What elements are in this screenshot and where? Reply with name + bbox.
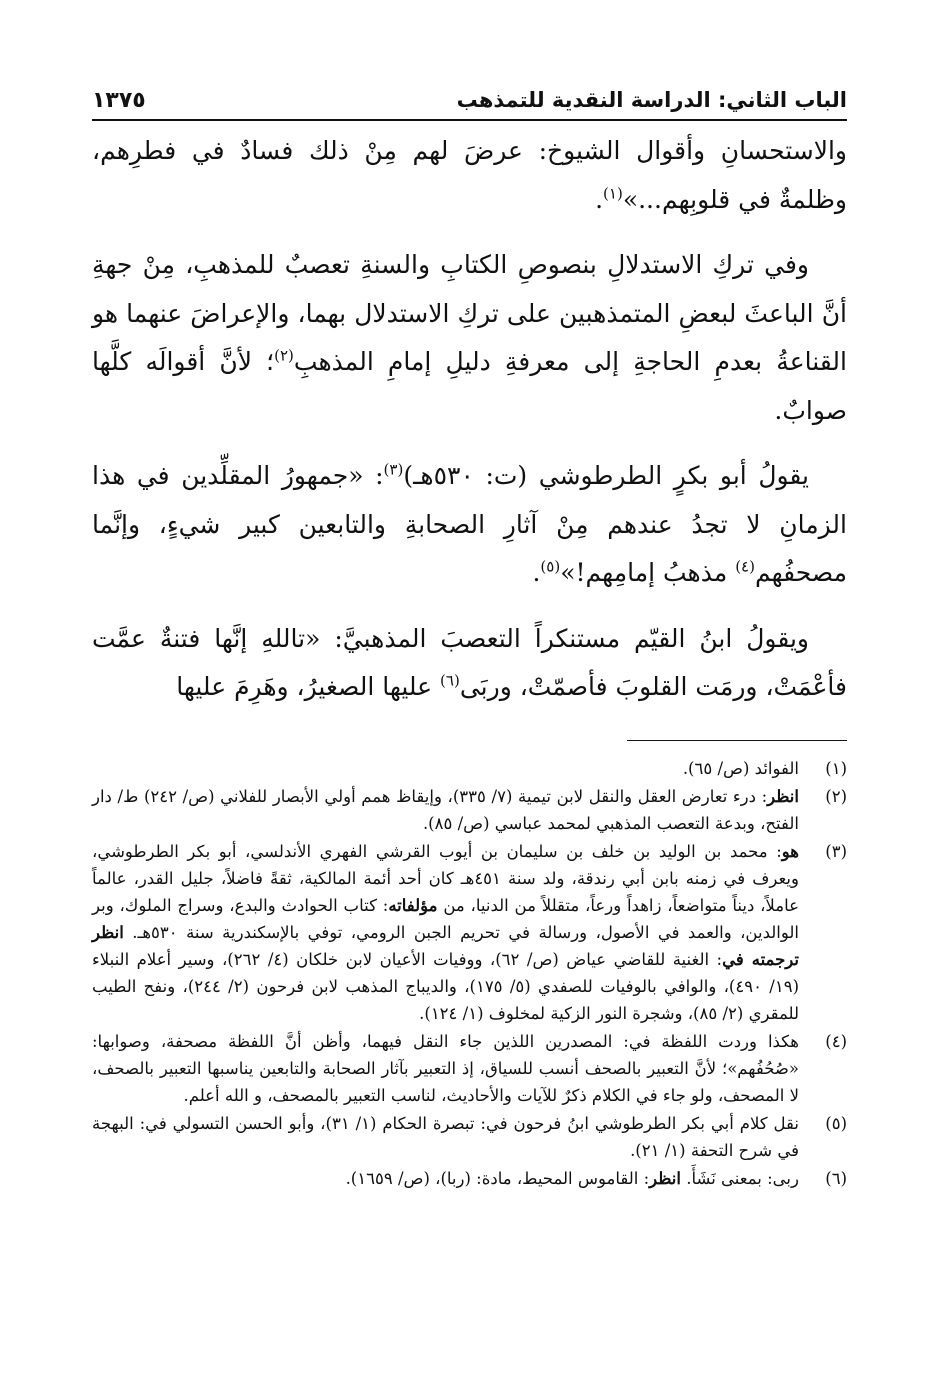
- footnote-label: هو: [781, 841, 799, 861]
- paragraph-4-text-a: ويقولُ ابنُ القيّم مستنكراً التعصبَ المذهبيَّ: «تاللهِ إنَّها فتنةٌ عمَّت فأعْمَتْ، ورمَت القلوبَ فأصمّتْ، وربَى: [92, 623, 847, 701]
- paragraph-1-text: والاستحسانِ وأقوال الشيوخ: عرضَ لهم مِنْ ذلك فسادٌ في فطرِهم، وظلمةٌ في قلوبِهم...»: [92, 136, 847, 214]
- footnote-text: [92, 1110, 799, 1164]
- paragraph-3-text-b: : «جمهورُ المقلِّدين في هذا الزمانِ لا تجدُ عندهم مِنْ آثارِ الصحابةِ والتابعين كبير شيءٍ، وإنَّما مصحفُهم: [92, 461, 847, 587]
- footnote-number: (٢): [825, 786, 847, 806]
- paragraph-2: [92, 241, 847, 435]
- footnote-ref-2: (٢): [274, 346, 294, 365]
- paragraph-1: [92, 127, 847, 224]
- paragraph-3-text-a: يقولُ أبو بكرٍ الطرطوشي (ت: ٥٣٠هـ): [403, 461, 810, 490]
- footnote-text: [92, 783, 799, 837]
- footnote-ref-4: (٤): [735, 557, 755, 576]
- footnote-ref-3: (٣): [383, 460, 404, 479]
- footnote-label-works: مؤلفاته: [388, 895, 438, 915]
- footnote-body-bio: : الغنية للقاضي عياض (ص/ ٦٢)، ووفيات الأعيان لابن خلكان (٤/ ٢٦٢)، وسير أعلام النبلاء (١٩/ ٤٩٠)، والوافي بالوفيات للصفدي (٥/ ١٧٥)، والديباج المذهب لابن فرحون (٢/ ٢٤٤)، ونفح الطيب للمقري (٢/ ٨٥)، وشجرة النور الزكية لمخلوف (١/ ١٢٤).: [92, 949, 800, 1023]
- paragraph-4: [92, 615, 847, 712]
- footnote-label: انظر: [649, 1168, 681, 1188]
- footnote-label-bio: انظر ترجمته في: [92, 922, 799, 969]
- paragraph-4-text-b: عليها الصغيرُ، وهَرِمَ عليها: [176, 672, 441, 701]
- footnote-5: [92, 1110, 847, 1164]
- footnote-body-works: : كتاب الحوادث والبدع، وسراج الملوك، وبر الوالدين، والعمد في الأصول، ورسالة في تحريم الجبن الرومي، توفي بالإسكندرية سنة ٥٣٠هـ.: [92, 895, 799, 942]
- footnote-1: [92, 755, 847, 782]
- footnote-ref-6: (٦): [440, 671, 460, 690]
- footnote-body: هكذا وردت اللفظة في: المصدرين اللذين جاء النقل فيهما، وأظن أنَّ اللفظة مصحفة، وصوابها: «صُحُفُهم»؛ لأنَّ التعبير بالصحف أنسب للسياق، إذ التعبير بآثار الصحابة والتابعين يناسبها التعبير بالصحف، لا المصحف، ولو جاء في الكلام ذكرٌ للآيات والأحاديث، لناسب التعبير بالمصحف، و الله أعلم.: [92, 1031, 799, 1105]
- footnote-number: (٣): [825, 841, 847, 861]
- footnote-ref-5: (٥): [540, 557, 561, 576]
- paragraph-3: [92, 452, 847, 598]
- footnote-text: [92, 1165, 799, 1192]
- footnote-number: (٤): [825, 1031, 847, 1051]
- footnote-text: [92, 1028, 799, 1109]
- footnote-2: [92, 783, 847, 837]
- footnote-text: [92, 838, 799, 1027]
- footnote-number: (٥): [825, 1113, 847, 1133]
- footnote-number: (٦): [825, 1168, 847, 1188]
- paragraph-3-text-c: مذهبُ إمامِهم!»: [560, 558, 736, 587]
- footnote-body: : درء تعارض العقل والنقل لابن تيمية (٧/ ٣٣٥)، وإيقاظ همم أولي الأبصار للفلاني (ص/ ٢٤٢) ط/ دار الفتح، وبدعة التعصب المذهبي لمحمد عباسي (ص/ ٨٥).: [92, 786, 799, 833]
- footnote-6: [92, 1165, 847, 1192]
- footnote-separator: [627, 740, 847, 741]
- footnotes: [92, 755, 847, 1192]
- footnote-body: نقل كلام أبي بكر الطرطوشي ابنُ فرحون في: تبصرة الحكام (١/ ٣١)، وأبو الحسن التسولي في: البهجة في شرح التحفة (١/ ٢١).: [92, 1113, 799, 1160]
- footnote-body-ref: : القاموس المحيط، مادة: (ربا)، (ص/ ١٦٥٩).: [345, 1168, 650, 1188]
- running-header: [92, 88, 847, 121]
- paragraph-1-end: .: [595, 184, 604, 214]
- book-page: [92, 88, 847, 1193]
- paragraph-3-end: .: [532, 558, 541, 587]
- footnote-body: : محمد بن الوليد بن خلف بن سليمان بن أيوب القرشي الفهري الأندلسي، أبو بكر الطرطوشي، ويعرف في زمنه بابن أبي رندقة، ولد سنة ٤٥١هـ كان أحد أئمة المالكية، ثقةً فاضلاً، جليل القدر، عالماً عاملاً، ديناً متواضعاً، زاهداً ورعاً، متقللاً من الدنيا، من: [92, 841, 799, 915]
- paragraph-2-text-b: ؛ لأنَّ أقوالَه كلَّها صوابٌ.: [92, 347, 847, 425]
- paragraph-2-text-a: وفي تركِ الاستدلالِ بنصوصِ الكتابِ والسنةِ تعصبٌ للمذهبِ، مِنْ جهةِ أنَّ الباعثَ لبعضِ المتمذهبين على تركِ الاستدلال بهما، والإعراضَ عنهما هو القناعةُ بعدمِ الحاجةِ إلى معرفةِ دليلِ إمامِ المذهبِ: [92, 250, 847, 376]
- footnote-3: [92, 838, 847, 1027]
- footnote-ref-1: (١): [603, 184, 623, 203]
- footnote-text: [92, 755, 799, 782]
- main-text: [92, 127, 847, 712]
- footnote-number: (١): [825, 758, 847, 778]
- footnote-body: ربى: بمعنى نَشَأَ.: [686, 1168, 799, 1188]
- footnote-label: انظر: [767, 786, 799, 806]
- page-number: ١٣٧٥: [92, 88, 146, 113]
- footnote-4: [92, 1028, 847, 1109]
- footnote-body: الفوائد (ص/ ٦٥).: [682, 758, 799, 778]
- running-title: الباب الثاني: الدراسة النقدية للتمذهب: [456, 88, 847, 112]
